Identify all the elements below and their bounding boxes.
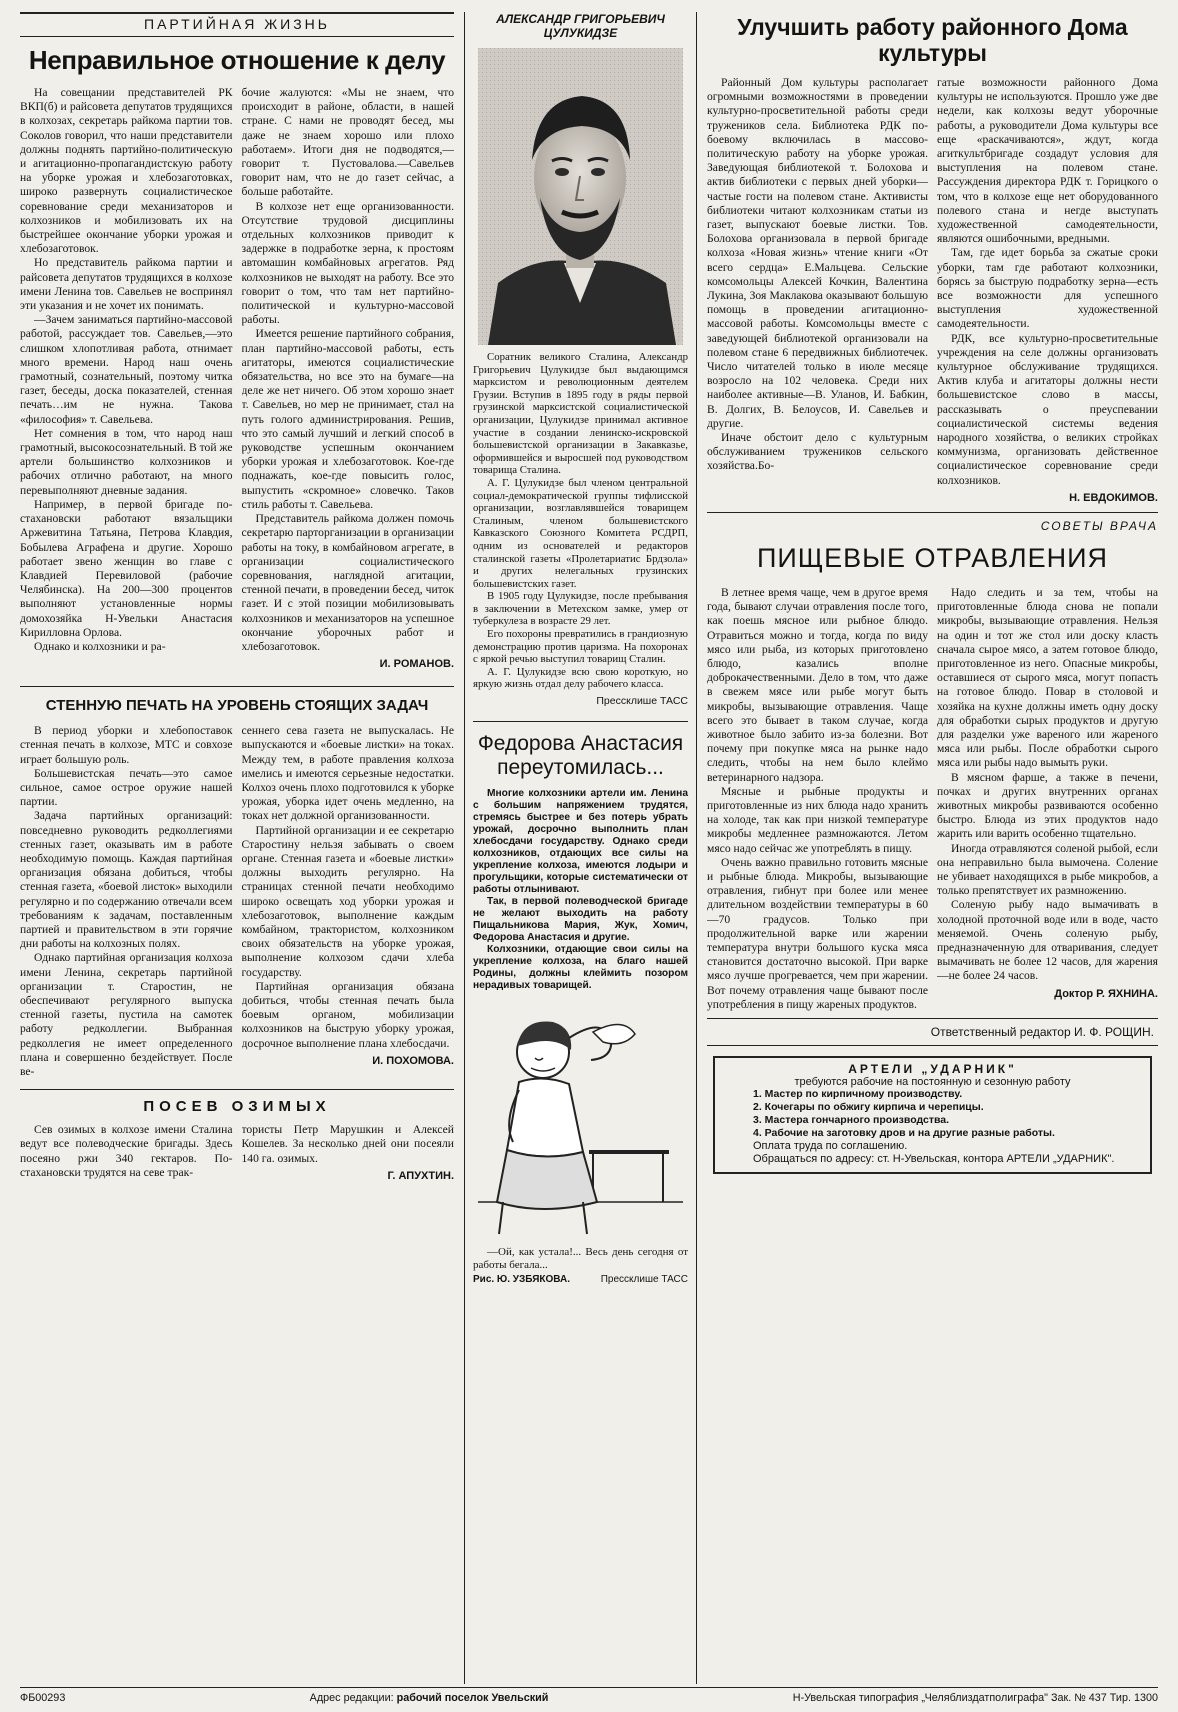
paragraph: —Ой, как устала!... Весь день сегодня от работы бегала...	[473, 1246, 688, 1272]
article-column	[20, 1123, 233, 1184]
paragraph: В мясном фарше, а также в печени, почках и других внутренних органах животных микробы развиваются особенно быстро. Блюда из этих продуктов надо жарить или варить особенно тщательно.	[937, 770, 1158, 841]
cartoon-credit-row	[473, 1274, 688, 1285]
responsible-editor: Ответственный редактор И. Ф. РОЩИН.	[707, 1018, 1158, 1046]
article-body	[20, 86, 454, 672]
paragraph: РДК, все культурно-просветительные учреждения на селе должны организовать культурное обслуживание трудящихся. Актив клуба и агитаторы должны нести большевистское слово в массы, рассказывать о преуспевании социалистической системы ведения народного хозяйства, о великих стройках коммунизма, организовать действенное социалистическое соревнование среди колхозников.	[937, 331, 1158, 487]
page-footer	[20, 1687, 1158, 1704]
advertisement-box	[713, 1056, 1152, 1174]
paragraph: Большевистская печать—это самое сильное, самое острое оружие нашей партии.	[20, 766, 233, 809]
paragraph: В летнее время чаще, чем в другое время года, бывают случаи отравления после того, как поешь мясное или рыбное блюдо. Отравиться можно и тогда, когда по виду мясо или рыба, из которых приготовлено блюдо, казались вполне доброкачественными. Дело в том, что даже в свежем мясе или рыбе могут быть микробы, вызывающие отравления. Чаще всего это бывает в таком случае, когда животное было забито из-за болезни. Вот почему при покупке мяса на рынке надо следить, чтобы на нем было клеймо ветеринарного надзора.	[707, 585, 928, 784]
article-column	[707, 76, 928, 506]
article-headline: ПОСЕВ ОЗИМЫХ	[20, 1089, 454, 1115]
paragraph: бочие жалуются: «Мы не знаем, что происходит в районе, области, в нашей стране. С нами не проводят бесед, мы даже не знаем хорошо или плохо работаем». Итоги дня не подводятся,—говорит т. Пустовалова.—Савельев говорит нам, что не до газет сейчас, а больше работайте.	[241, 86, 454, 199]
address-value: рабочий поселок Увельский	[396, 1692, 549, 1704]
photo-credit: Прессклише ТАСС	[596, 695, 688, 708]
article-body	[707, 76, 1158, 506]
article-body	[707, 586, 1158, 1012]
paragraph: Иногда отравляются соленой рыбой, если она неправильно была вымочена. Соление не убивает находящихся в рыбе микробов, а только препятствует их размножению.	[937, 841, 1158, 898]
article-body	[20, 724, 454, 1079]
paragraph: Но представитель райкома партии и райсовета депутатов трудящихся в колхозе имени Ленина тов. Савельев не воспринял эти указания и не хочет их понимать.	[20, 256, 233, 313]
right-section	[697, 12, 1158, 1684]
paragraph: Однако партийная организация колхоза имени Ленина, секретарь партийной организации т. Старостин, не обеспечивают регулярного выпуска стенной газеты, пустила на самотек работу редколлегии. Выбранная редколлегия не имеет определенного плана и совершенно бездействует. После ве-	[20, 951, 233, 1078]
paragraph: Его похороны превратились в грандиозную демонстрацию против царизма. На похоронах с яркой речью выступил товарищ Сталин.	[473, 628, 688, 666]
paragraph: Партийная организация обязана добиться, чтобы стенная печать была боевым органом, мобилизации колхозников на быструю уборку урожая, досрочное выполнение плана хлебосдачи.	[241, 979, 454, 1050]
paragraph: Мясные и рыбные продукты и приготовленные из них блюда надо хранить на холоде, так как при низкой температуре микробы медленнее размножаются. Летом мясо надо сейчас же употреблять в пищу.	[707, 784, 928, 855]
author-signature: Г. АПУХТИН.	[387, 1169, 454, 1182]
article-column	[707, 586, 928, 1012]
ad-line: требуются рабочие на постоянную и сезонную работу	[794, 1075, 1071, 1088]
portrait-photo	[478, 48, 683, 345]
cartoon-caption	[473, 1246, 688, 1285]
paragraph: Сев озимых в колхозе имени Сталина ведут все полеводческие бригады. Здесь посеяно ржи 340 гектаров. По-стахановски трудятся на севе трак-	[20, 1123, 233, 1179]
ad-pay: Оплата труда по соглашению.	[753, 1139, 908, 1152]
print-code: ФБ00293	[20, 1692, 66, 1704]
paragraph: Очень важно правильно готовить мясные и рыбные блюда. Микробы, вызывающие отравления, гибнут при более или менее длительном воздействии температуры в 60—70 градусов. Только при продолжительной варке или жарении температура внутри большого куска мяса становится достаточно высокой. При варке мясо лучше прогревается, чем при жарении. Вот почему отравления чаще бывают после употребления в пищу жареных продуктов.	[707, 855, 928, 1011]
article-headline: ПИЩЕВЫЕ ОТРАВЛЕНИЯ	[756, 542, 1109, 573]
paragraph: гатые возможности районного Дома культуры не используются. Прошло уже две недели, как колхозы ведут уборочные работы, а руководители Дома культуры все еще «раскачиваются», ждут, когда агиткультбригаде создадут условия для выступления на полевом стане. Рассуждения директора РДК т. Горицкого о том, что в колхозе еще нет оборудованного полевого стана и негде выступать художественной самодеятельности, являются ошибочными, вредными.	[937, 76, 1158, 246]
editorial-address	[310, 1692, 549, 1704]
paragraph: Соратник великого Сталина, Александр Григорьевич Цулукидзе был выдающимся марксистом и революционным деятелем Грузии. Вступив в 1895 году в ряды первой грузинской марксистской социалистической организации, Цулукидзе принимал активное участие в создании ленинско-искровской большевистской организации в Закавказье, оформившейся и выросшей под руководством товарища Сталина.	[473, 351, 688, 477]
author-signature: Н. ЕВДОКИМОВ.	[1069, 491, 1158, 504]
article-headline: СТЕННУЮ ПЕЧАТЬ НА УРОВЕНЬ СТОЯЩИХ ЗАДАЧ	[20, 686, 454, 714]
paragraph: На совещании представителей РК ВКП(б) и райсовета депутатов трудящихся в колхозах, секретарь райкома партии тов. Соколов говорил, что наши представители должны поднять партийно-политическую и агитационно-пропагандистскую работу на уборке урожая и хлебозаготовках, широко развернуть социалистическое соревнование среди механизаторов и колхозников и мобилизовать их на быстрейшее окончание уборки урожая и хлебозаготовок.	[20, 86, 233, 256]
cartoon-drawing	[473, 1002, 688, 1242]
portrait-title: АЛЕКСАНДР ГРИГОРЬЕВИЧ ЦУЛУКИДЗЕ	[496, 12, 665, 40]
left-section	[20, 12, 465, 1684]
article-column	[20, 86, 233, 672]
paragraph: Партийной организации и ее секретарю Старостину нельзя забывать о своем органе. Стенная газета и «боевые листки» должны выходить регулярно. На страницах стенной печати необходимо широко освещать ход уборки урожая и хлебозаготовок, выполнение каждым комбайном, трактористом, колхозником своих обязательств на уборке урожая, выполнение колхозом сдачи хлеба государству.	[241, 823, 454, 979]
article-column	[937, 586, 1158, 1012]
author-signature: Доктор Р. ЯХНИНА.	[1054, 987, 1158, 1000]
paragraph: Многие колхозники артели им. Ленина с большим напряжением трудятся, стремясь быстрее и без потерь убрать урожай, досрочно выполнить план хлебосдачи государству. Однако среди колхозников, отдающих все силы на укрепление колхоза, имеются лодыри и прогульщики, которые систематически от работы отлынивают.	[473, 788, 688, 896]
paragraph: сеннего сева газета не выпускалась. Не выпускаются и «боевые листки» на токах. Между тем, в работе правления колхоза имелись и имеются серьезные недостатки. Колхоз очень плохо подготовился к уборке урожая, уборка идет очень медленно, на токах нет должной организованности.	[241, 724, 454, 823]
paragraph: Например, в первой бригаде по-стахановски работают вязальщики Аржевитина Татьяна, Петрова Клавдия, Бобылева Аграфена и другие. Хорошо работает звено женщин во главе с Клавдией Перевиловой (рабочие Челябинска). На 200—300 процентов выполняют установленные нормы домохозяйка Н-Увельки Анастасия Кирилловна Орлова.	[20, 497, 233, 639]
cartoon-author: Рис. Ю. УЗБЯКОВА.	[473, 1274, 571, 1286]
paragraph: В 1905 году Цулукидзе, после пребывания в заключении в Метехском замке, умер от туберкулеза в возрасте 29 лет.	[473, 590, 688, 628]
article-body	[473, 788, 688, 992]
author-signature: И. РОМАНОВ.	[379, 658, 454, 671]
rubric-doctor-advice: СОВЕТЫ ВРАЧА	[707, 512, 1158, 535]
list-item: 2. Кочегары по обжигу кирпича и черепицы.	[753, 1100, 984, 1113]
ad-list	[725, 1088, 1140, 1140]
list-item: 4. Рабочие на заготовку дров и на другие разные работы.	[753, 1126, 1055, 1139]
list-item: 3. Мастера гончарного производства.	[753, 1113, 950, 1126]
ad-title: АРТЕЛИ „УДАРНИК"	[848, 1061, 1017, 1076]
paragraph: Нет сомнения в том, что народ наш грамотный, высокосознательный. В той же артели большинство колхозников и рабочих отлично работают, на много перевыполняют дневные задания.	[20, 426, 233, 497]
article-column	[20, 724, 233, 1079]
paragraph: Иначе обстоит дело с культурным обслуживанием тружеников сельского хозяйства.Бо-	[707, 431, 928, 473]
middle-section	[465, 12, 697, 1684]
article-body	[20, 1123, 454, 1184]
paragraph: Колхозники, отдающие свои силы на укрепление колхоза, на благо нашей Родины, должны клеймить позором нерадивых товарищей.	[473, 944, 688, 992]
paragraph: Соленую рыбу надо вымачивать в холодной проточной воде или в воде, часто меняемой. Очень соленую рыбу, предназначенную для отваривания, следует вымачивать не более 12 часов, для жарения—не более 24 часов.	[937, 898, 1158, 983]
paragraph: Так, в первой полеводческой бригаде не желают выходить на работу Пищальникова Мария, Жук, Хомич, Федорова Анастасия и другие.	[473, 896, 688, 944]
article-headline: Федорова Анастасия переутомилась...	[473, 721, 688, 780]
paragraph: А. Г. Цулукидзе всю свою короткую, но яркую жизнь отдал делу рабочего класса.	[473, 665, 688, 691]
paragraph: —Зачем заниматься партийно-массовой работой, рассуждает тов. Савельев,—это слишком хлопотливая работа, отнимает много времени. Народ наш очень грамотный, сознательный, поэтому читка газет, беседы, доска показателей, стенная печать…им не нужна. Такова «философия» т. Савельева.	[20, 313, 233, 426]
article-column	[242, 86, 455, 672]
address-label: Адрес редакции:	[309, 1692, 394, 1704]
paragraph: Имеется решение партийного собрания, план партийно-массовой работы, есть агитаторы, имеются социалистические обязательства, но все это на бумаге—на деле же нет ничего. Об этом хорошо знает т. Савельев, но мер не принимает, стал на путь голого администрирования. Решив, что это самый лучший и легкий способ в руководстве успешным окончанием уборки урожая и хлебозаготовок. Кое-где поднажать, кое-где повысить голос, выпустить «скромное» словечко. Таков стиль работы т. Савельева.	[241, 327, 454, 511]
paragraph: Районный Дом культуры располагает огромными возможностями в проведении культурно-просветительной работы среди тружеников села. Библиотека РДК по-боевому включилась в массово-политическую работу на уборке урожая. Заведующая библиотекой т. Болохова и актив библиотеки с первых дней уборки—частые гости на полевом стане. Активисты библиотеки читают колхозникам статьи из газет, выпускают боевые листки. Тов. Болохова организовала в первой бригаде колхоза «Новая жизнь» чтение книги «От всего сердца» Е.Мальцева. Сельские комсомольцы Алексей Кочкин, Валентина Лукина, Зоя Маклакова оказывают большую помощь в проведении агитационно-массовой работы. Комсомольцы вместе с заведующей библиотекой организовали на полевом стане 6 передвижных библиотечек. Число читателей только в июле месяце возросло на 102 человека. Среди них наиболее активные—В. Уланов, И. Бабкин, В. Долгих, В. Белоусов, И. Савельев и другие.	[707, 76, 928, 430]
portrait-caption	[473, 351, 688, 707]
article-column	[242, 724, 455, 1079]
paragraph: Надо следить и за тем, чтобы на приготовленные блюда снова не попали микробы, вызывающие отравления. Нельзя на один и тот же стол или доску класть сначала сырое мясо, а затем готовое блюдо, приготовленное из него. Опасные микробы, оставшиеся от сырого мяса, могут попасть на готовое блюдо. Повар в столовой и хозяйка на кухне должны иметь одну доску для обработки сырых продуктов и другую для разделки уже вареного или жареного мяса или рыбы. После обработки сырого мяса или рыбы надо вымыть руки.	[937, 585, 1158, 770]
paragraph: Задача партийных организаций: повседневно руководить редколлегиями стенных газет, оказывать им в работе необходимую помощь. Каждая партийная организация обязана добиться, чтобы стенная газета, «боевой листок» выходили регулярно и по содержанию отвечали всем требованиям к задачам, поставленным партией и правительством в эти горячие дни работы на колхозных полях.	[20, 809, 233, 951]
paragraph: Представитель райкома должен помочь секретарю парторганизации в организации работы на току, в комбайновом агрегате, в организации социалистического соревнования, наглядной агитации, стенной печати, в проведении бесед, читок газет. И с этой позиции мобилизовывать колхозников и механизаторов на успешное окончание уборочных работ и хлебозаготовок.	[241, 512, 454, 653]
paragraph: Однако и колхозники и ра-	[34, 639, 166, 653]
article-headline: Улучшить работу районного Дома культуры	[737, 14, 1128, 66]
ad-address: Обращаться по адресу: ст. Н-Увельская, контора АРТЕЛИ „УДАРНИК".	[753, 1152, 1115, 1165]
article-column	[937, 76, 1158, 506]
author-signature: И. ПОХОМОВА.	[372, 1054, 454, 1067]
paragraph: Там, где идет борьба за сжатые сроки уборки, там где работают колхозники, борясь за быструю подработку зерна—есть все возможности для успешного выступления художественной самодеятельности.	[937, 246, 1158, 331]
paragraph: А. Г. Цулукидзе был членом центральной социал-демократической группы тифлисской организации, возглавлявшейся товарищем Сталиным, членом большевистского Кавказского Союзного Комитета РСДРП, одним из основателей и редакторов сталинской газеты «Пролетариатис Брдзола» и других нелегальных грузинских большевистских газет.	[473, 476, 688, 590]
paragraph: В период уборки и хлебопоставок стенная печать в колхозе, МТС и совхозе играет большую роль.	[20, 724, 233, 766]
article-headline: Неправильное отношение к делу	[28, 45, 446, 75]
printer-info: Н-Увельская типография „Челяблиздатполиграфа" Зак. № 437 Тир. 1300	[792, 1692, 1158, 1704]
rubric-party-life: ПАРТИЙНАЯ ЖИЗНЬ	[20, 12, 454, 37]
paragraph: В колхозе нет еще организованности. Отсутствие трудовой дисциплины отдельных колхозников приводит к задержке в подработке зерна, к простоям автомашин комбайновых агрегатов. Ряд колхозников не выходят на работу. Все это говорит о том, что там нет партийно-политической и культурно-массовой работы.	[241, 199, 454, 327]
article-column	[242, 1123, 455, 1184]
list-item: 1. Мастер по кирпичному производству.	[753, 1087, 963, 1100]
photo-credit: Прессклише ТАСС	[600, 1274, 688, 1286]
paragraph: тористы Петр Марушкин и Алексей Кошелев. За несколько дней они посеяли 140 га. озимых.	[241, 1123, 454, 1165]
